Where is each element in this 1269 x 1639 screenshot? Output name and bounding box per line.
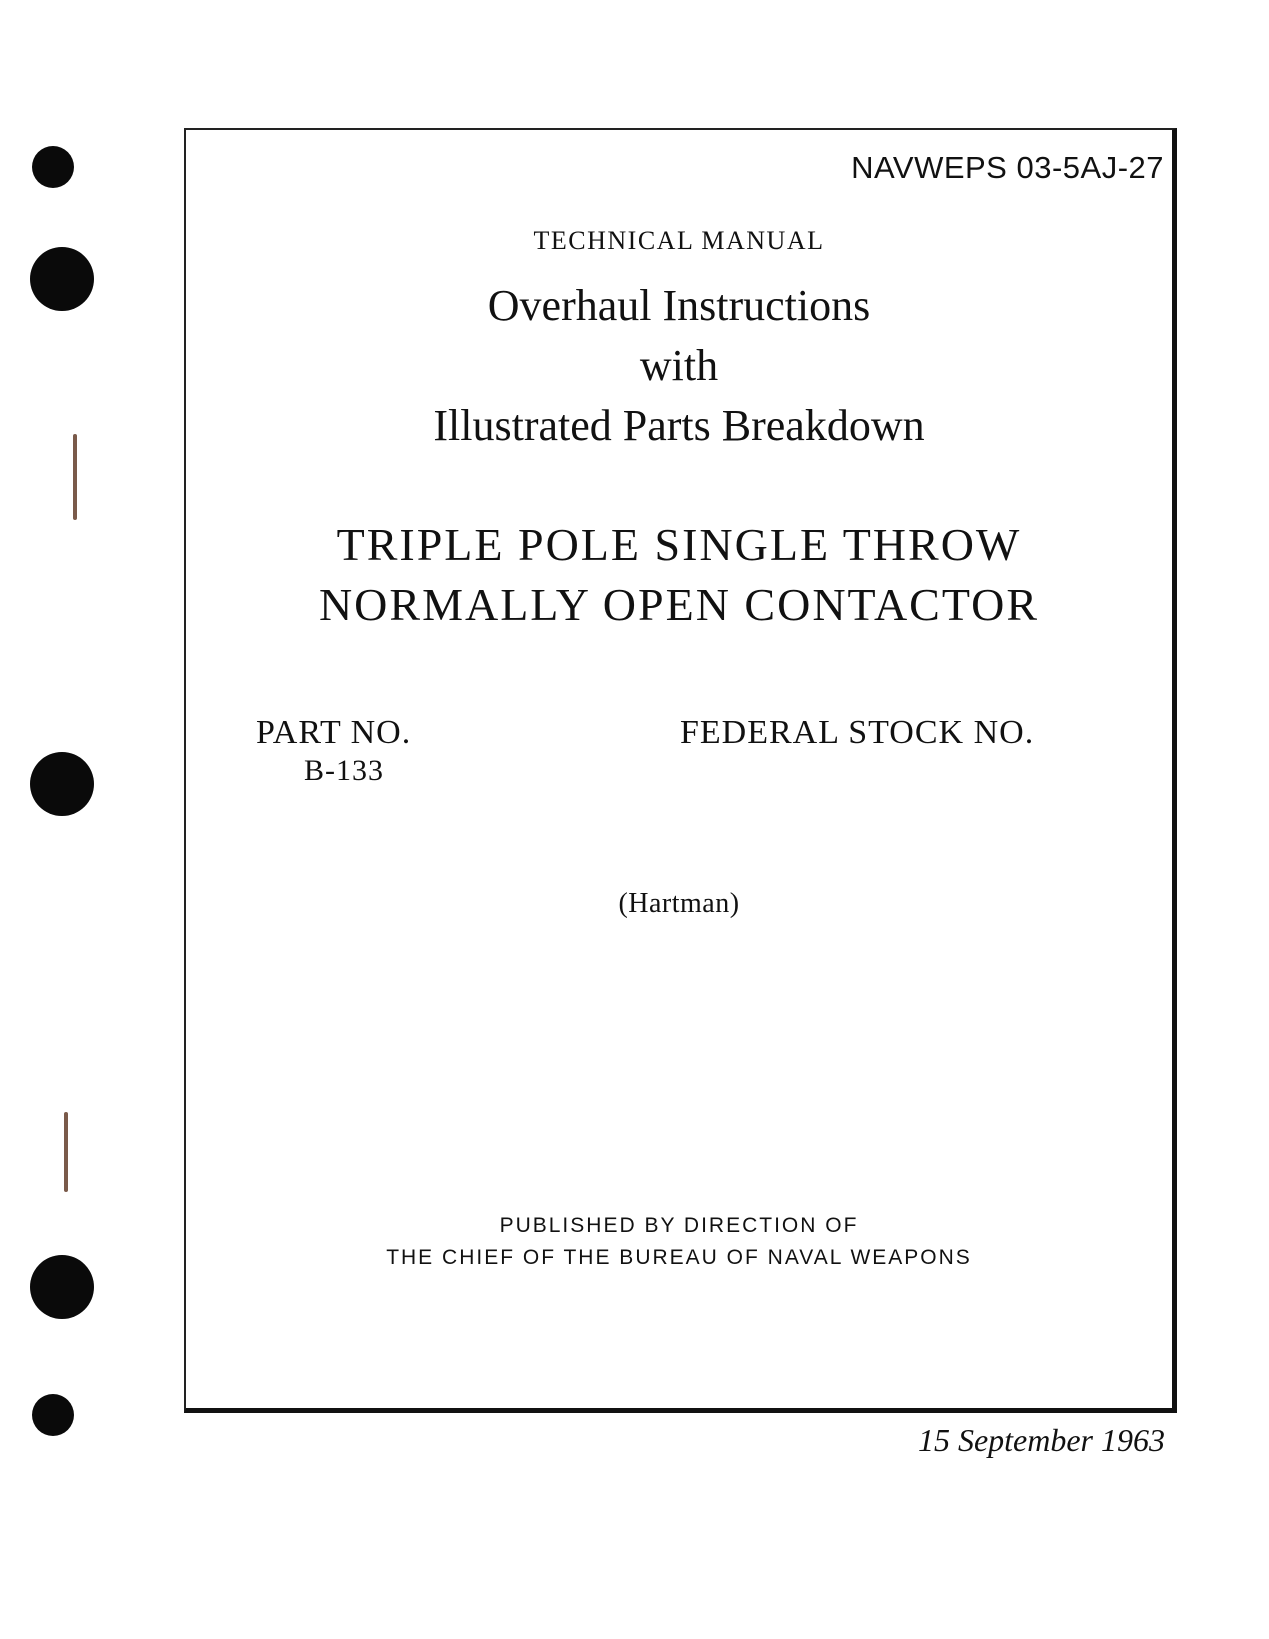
subtitle-line-1: Overhaul Instructions xyxy=(487,281,871,330)
binder-hole xyxy=(30,247,94,311)
publisher-line-2: THE CHIEF OF THE BUREAU OF NAVAL WEAPONS xyxy=(386,1246,972,1269)
document-number: NAVWEPS 03-5AJ-27 xyxy=(851,150,1164,185)
title-line-2: NORMALLY OPEN CONTACTOR xyxy=(318,579,1040,630)
page-wear-mark xyxy=(73,434,77,520)
binder-hole xyxy=(32,146,74,188)
binder-hole xyxy=(30,1255,94,1319)
title-line-1: TRIPLE POLE SINGLE THROW xyxy=(336,519,1022,570)
subtitle-line-3: Illustrated Parts Breakdown xyxy=(433,401,925,450)
binder-hole xyxy=(32,1394,74,1436)
part-number-label: PART NO. xyxy=(256,714,412,751)
document-type-label: TECHNICAL MANUAL xyxy=(533,226,825,255)
publisher-line-1: PUBLISHED BY DIRECTION OF xyxy=(499,1214,859,1237)
part-number-value: B-133 xyxy=(304,754,384,787)
page-wear-mark xyxy=(64,1112,68,1192)
binder-hole xyxy=(30,752,94,816)
federal-stock-number-label: FEDERAL STOCK NO. xyxy=(680,714,1035,751)
publication-date: 15 September 1963 xyxy=(917,1422,1165,1458)
subtitle-line-2: with xyxy=(639,341,719,390)
cover-frame xyxy=(184,128,1177,1413)
manufacturer-name: (Hartman) xyxy=(618,888,740,919)
